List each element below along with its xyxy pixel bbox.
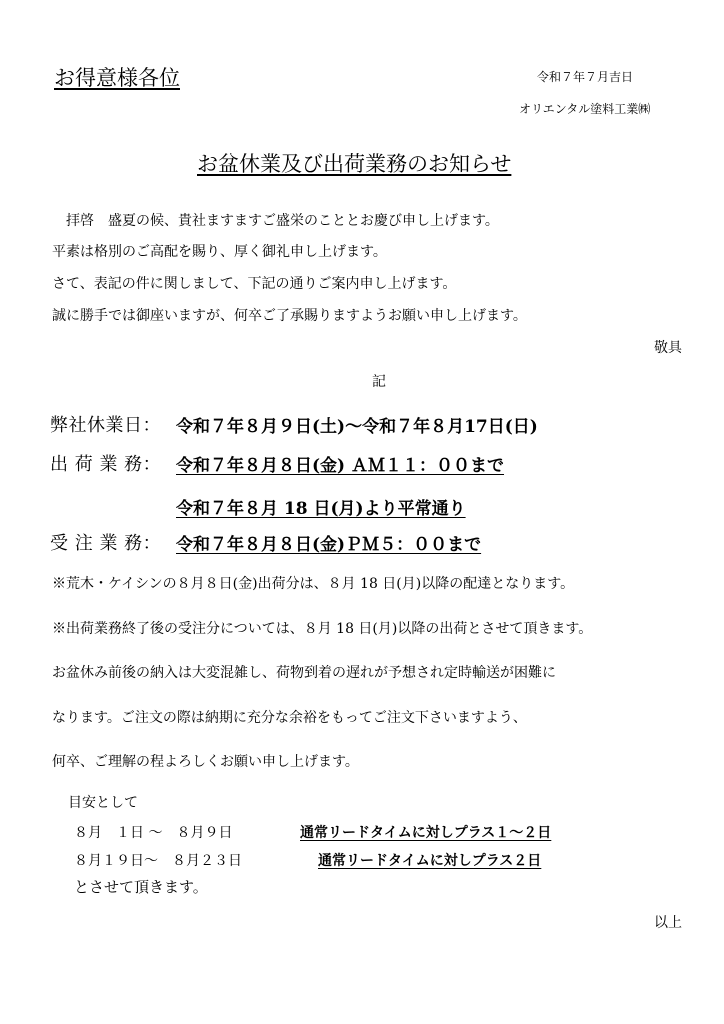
lead-time-outro: とさせて頂きます。 <box>74 878 208 896</box>
ki-marker: 記 <box>372 374 386 390</box>
note-line: ※出荷業務終了後の受注分については、８月 18 日(月)以降の出荷とさせて頂きます。 <box>52 621 593 637</box>
greeting-line: 誠に勝手では御座いますが、何卒ご了承賜りますようお願い申し上げます。 <box>52 308 527 324</box>
company-name: オリエンタル塗料工業㈱ <box>519 102 651 116</box>
order-label: 受 注 業 務： <box>50 533 162 554</box>
greeting-line: 平素は格別のご高配を賜り、厚く御礼申し上げます。 <box>52 244 387 260</box>
addressee: お得意様各位 <box>54 66 180 90</box>
holiday-value: 令和７年８月９日(土)～令和７年８月17日(日) <box>176 417 538 437</box>
shipping-value: 令和７年８月８日(金) ＡＭ１１：００まで <box>176 456 505 476</box>
document-title: お盆休業及び出荷業務のお知らせ <box>197 152 512 176</box>
lead-time-dates: ８月１９日～ ８月２３日 <box>74 853 242 869</box>
lead-time-dates: ８月 １日 ～ ８月９日 <box>74 825 233 841</box>
note-line: なります。ご注文の際は納期に充分な余裕をもってご注文下さいますよう、 <box>52 710 527 726</box>
order-value: 令和７年８月８日(金)ＰＭ５：００まで <box>176 535 482 555</box>
shipping-label: 出 荷 業 務： <box>50 454 162 475</box>
note-line: 何卒、ご理解の程よろしくお願い申し上げます。 <box>52 754 359 770</box>
resume-value: 令和７年８月 18 日(月)より平常通り <box>176 499 466 519</box>
note-line: お盆休み前後の納入は大変混雑し、荷物到着の遅れが予想され定時輸送が困難に <box>52 665 556 681</box>
lead-time-text: 通常リードタイムに対しプラス２日 <box>318 853 542 869</box>
issue-date: 令和７年７月吉日 <box>537 70 634 84</box>
greeting-line: 拝啓 盛夏の候、貴社ますますご盛栄のこととお慶び申し上げます。 <box>52 213 499 229</box>
lead-time-text: 通常リードタイムに対しプラス１～２日 <box>300 825 552 841</box>
note-line: ※荒木・ケイシンの８月８日(金)出荷分は、８月 18 日(月)以降の配達となります。 <box>52 576 575 592</box>
holiday-label: 弊社休業日： <box>50 415 161 436</box>
closing-keigu: 敬具 <box>654 340 682 356</box>
greeting-line: さて、表記の件に関しまして、下記の通りご案内申し上げます。 <box>52 276 457 292</box>
lead-time-intro: 目安として <box>68 795 138 811</box>
closing-ijou: 以上 <box>654 915 682 931</box>
